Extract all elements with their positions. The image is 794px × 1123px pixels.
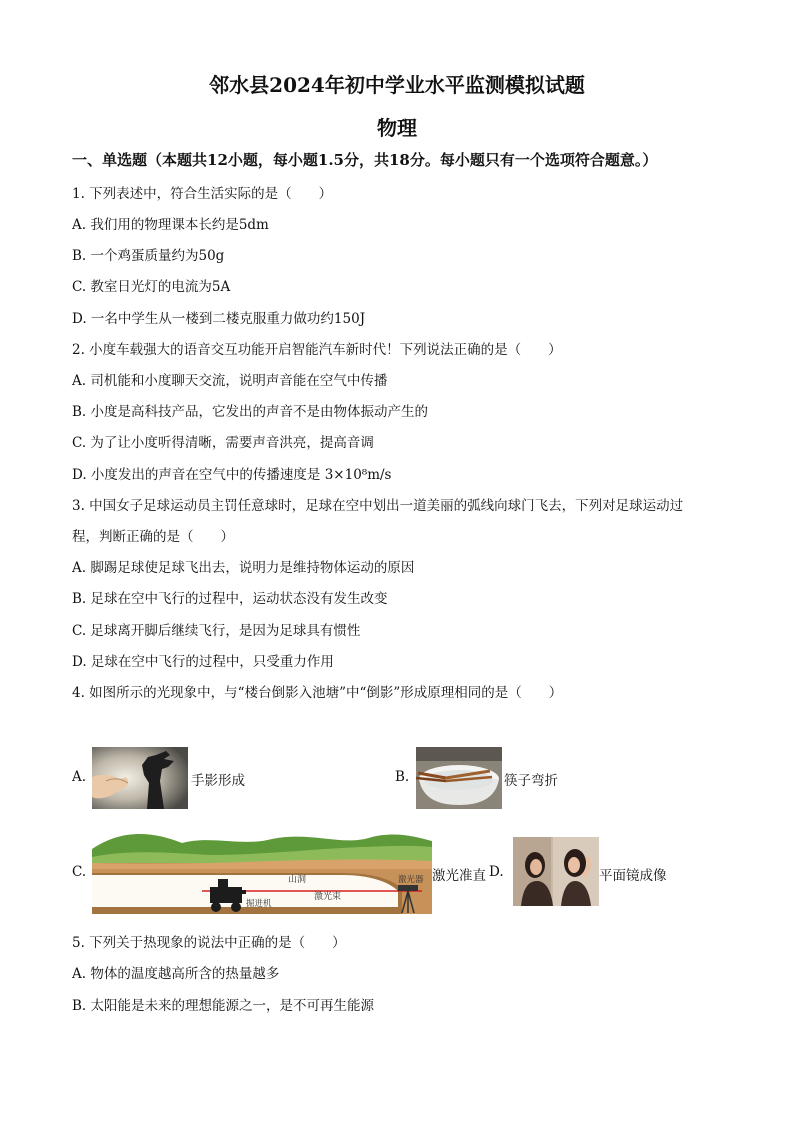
laser-tunnel-diagram (92, 829, 432, 914)
question-3-stem-line2: 程，判断正确的是（ ） (72, 529, 234, 545)
question-5-stem: 5. 下列关于热现象的说法中正确的是（ ） (72, 935, 346, 951)
question-3-stem-line1: 3. 中国女子足球运动员主罚任意球时，足球在空中划出一道美丽的弧线向球门飞去，下列对足球运动过 (72, 498, 684, 514)
exam-title: 邻水县2024年初中学业水平监测模拟试题 (209, 73, 585, 97)
tbm-label: 掘进机 (246, 899, 272, 909)
question-1-option-b: B. 一个鸡蛋质量约为50g (72, 248, 225, 264)
question-2-option-b: B. 小度是高科技产品，它发出的声音不是由物体振动产生的 (72, 404, 429, 420)
bent-chopsticks-image (416, 747, 502, 809)
choice-c-letter: C. (72, 864, 87, 880)
choice-c-caption: 激光准直 (432, 868, 486, 884)
choice-a-letter: A. (72, 769, 87, 785)
question-2-option-d: D. 小度发出的声音在空气中的传播速度是 3×10⁸m/s (72, 467, 392, 483)
question-2-option-a: A. 司机能和小度聊天交流，说明声音能在空气中传播 (72, 373, 388, 389)
question-1-option-c: C. 教室日光灯的电流为5A (72, 279, 231, 295)
choice-d-letter: D. (489, 864, 504, 880)
question-2-option-c: C. 为了让小度听得清晰，需要声音洪亮，提高音调 (72, 435, 374, 451)
question-5-option-b: B. 太阳能是未来的理想能源之一，是不可再生能源 (72, 998, 375, 1014)
question-3-option-d: D. 足球在空中飞行的过程中，只受重力作用 (72, 654, 334, 670)
laser-beam-label: 激光束 (314, 892, 342, 902)
question-4-stem: 4. 如图所示的光现象中，与“楼台倒影入池塘”中“倒影”形成原理相同的是（ ） (72, 685, 563, 701)
exam-subject: 物理 (377, 116, 417, 140)
section-header: 一、单选题（本题共12小题，每小题1.5分，共18分。每小题只有一个选项符合题意。） (72, 151, 658, 169)
question-5-option-a: A. 物体的温度越高所含的热量越多 (72, 966, 280, 982)
hand-shadow-image (92, 747, 188, 809)
question-3-option-b: B. 足球在空中飞行的过程中，运动状态没有发生改变 (72, 591, 388, 607)
choice-b-caption: 筷子弯折 (504, 773, 558, 789)
tunnel-label: 山洞 (288, 875, 307, 885)
choice-a-caption: 手影形成 (191, 773, 245, 789)
question-1-option-d: D. 一名中学生从一楼到二楼克服重力做功约150J (72, 311, 366, 327)
question-3-option-c: C. 足球离开脚后继续飞行，是因为足球具有惯性 (72, 623, 361, 639)
laser-device-label: 激光器 (398, 875, 424, 885)
choice-d-caption: 平面镜成像 (599, 868, 667, 884)
question-2-stem: 2. 小度车载强大的语音交互功能开启智能汽车新时代！下列说法正确的是（ ） (72, 342, 562, 358)
question-3-option-a: A. 脚踢足球使足球飞出去，说明力是维持物体运动的原因 (72, 560, 415, 576)
question-1-option-a: A. 我们用的物理课本长约是5dm (72, 217, 269, 233)
mirror-image-photo (513, 837, 599, 906)
choice-b-letter: B. (395, 769, 410, 785)
question-1-stem: 1. 下列表述中，符合生活实际的是（ ） (72, 186, 333, 202)
